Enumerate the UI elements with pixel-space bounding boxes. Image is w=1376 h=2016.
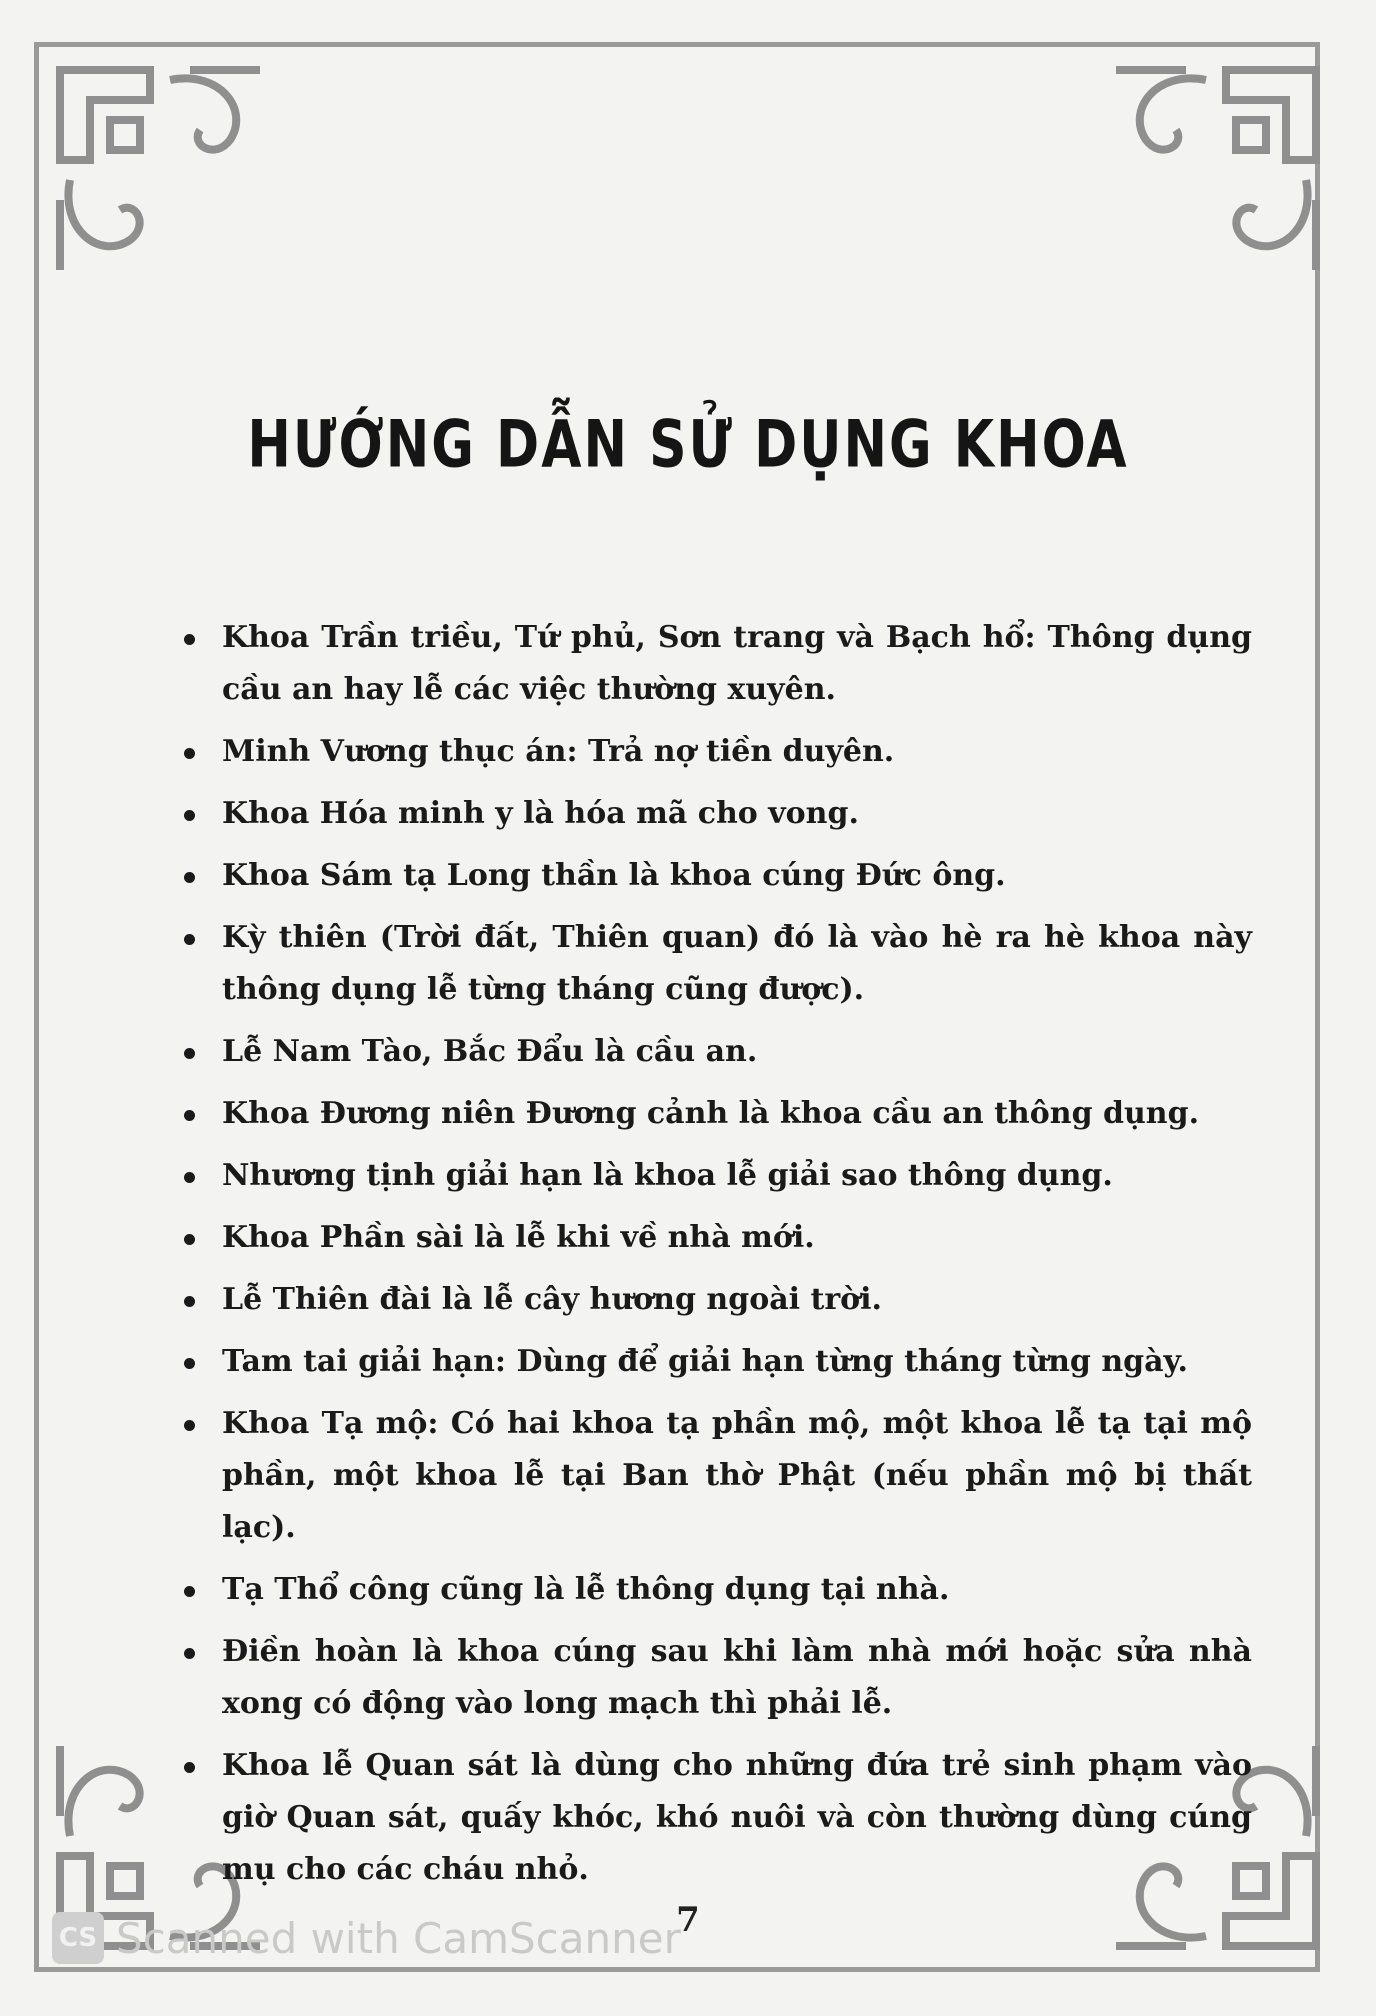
list-item: Minh Vương thục án: Trả nợ tiền duyên.: [180, 726, 1252, 778]
corner-ornament-top-left: [40, 50, 280, 290]
camscanner-watermark: [52, 1912, 681, 1964]
list-item: Khoa Tạ mộ: Có hai khoa tạ phần mộ, một khoa lễ tạ tại mộ phần, một khoa lễ tại Ban thờ Phật (nếu phần mộ bị thất lạc).: [180, 1398, 1252, 1554]
page-number: 7: [676, 1900, 700, 1940]
list-item: Kỳ thiên (Trời đất, Thiên quan) đó là vào hè ra hè khoa này thông dụng lễ từng tháng cũng được).: [180, 912, 1252, 1016]
list-item: Điền hoàn là khoa cúng sau khi làm nhà mới hoặc sửa nhà xong có động vào long mạch thì phải lễ.: [180, 1626, 1252, 1730]
list-item: Tạ Thổ công cũng là lễ thông dụng tại nhà.: [180, 1564, 1252, 1616]
corner-ornament-top-right: [1096, 50, 1336, 290]
list-item: Tam tai giải hạn: Dùng để giải hạn từng tháng từng ngày.: [180, 1336, 1252, 1388]
page-title: HƯỚNG DẪN SỬ DỤNG KHOA: [247, 407, 1129, 483]
list-item: Lễ Thiên đài là lễ cây hương ngoài trời.: [180, 1274, 1252, 1326]
watermark-text: Scanned with CamScanner: [116, 1913, 681, 1963]
list-item: Khoa Trần triều, Tứ phủ, Sơn trang và Bạch hổ: Thông dụng cầu an hay lễ các việc thường xuyên.: [180, 612, 1252, 716]
list-item: Khoa lễ Quan sát là dùng cho những đứa trẻ sinh phạm vào giờ Quan sát, quấy khóc, khó nuôi và còn thường dùng cúng mụ cho các cháu nhỏ.: [180, 1740, 1252, 1896]
list-item: Khoa Hóa minh y là hóa mã cho vong.: [180, 788, 1252, 840]
list-item: Nhương tịnh giải hạn là khoa lễ giải sao thông dụng.: [180, 1150, 1252, 1202]
list-item: Khoa Đương niên Đương cảnh là khoa cầu an thông dụng.: [180, 1088, 1252, 1140]
list-item: Lễ Nam Tào, Bắc Đẩu là cầu an.: [180, 1026, 1252, 1078]
usage-list: [180, 612, 1252, 1906]
camscanner-logo-icon: CS: [52, 1912, 104, 1964]
list-item: Khoa Phần sài là lễ khi về nhà mới.: [180, 1212, 1252, 1264]
list-item: Khoa Sám tạ Long thần là khoa cúng Đức ông.: [180, 850, 1252, 902]
